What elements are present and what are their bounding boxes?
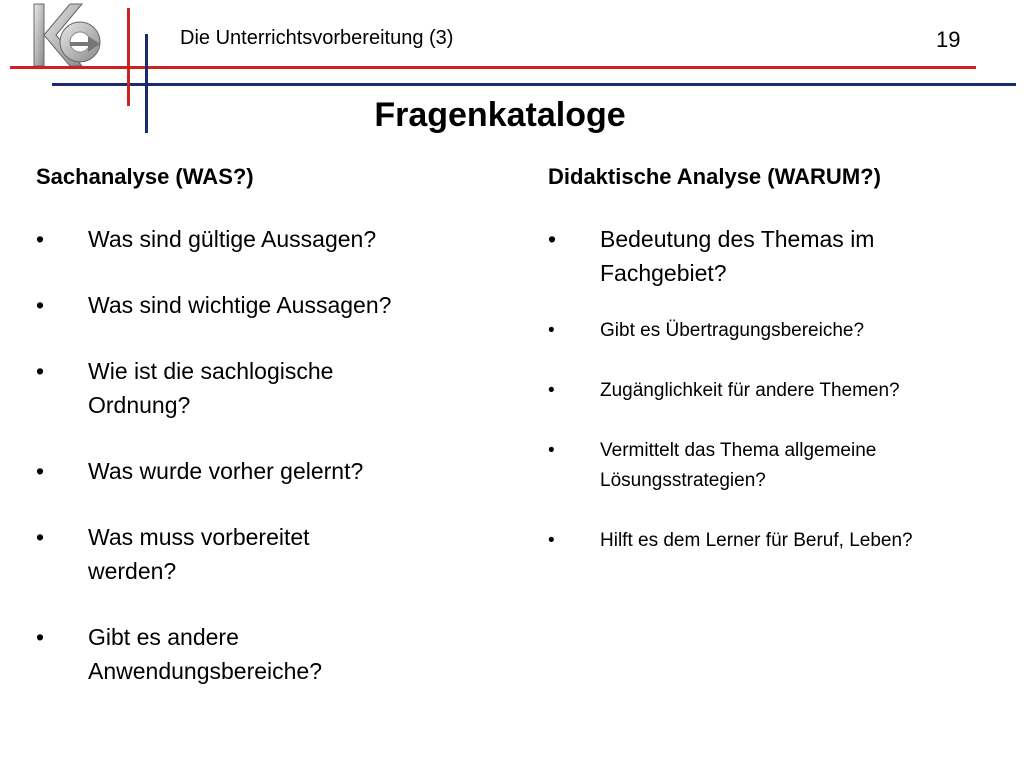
- list-item: [36, 288, 496, 322]
- list-item-text: Zugänglichkeit für andere Themen?: [600, 380, 900, 401]
- bullet-icon: •: [548, 530, 555, 551]
- header-blue-horizontal-line: [52, 83, 1016, 86]
- list-item-text: Bedeutung des Themas im Fachgebiet?: [600, 226, 875, 286]
- list-item: [548, 526, 970, 556]
- bullet-icon: •: [548, 226, 557, 252]
- left-bullet-list: [36, 222, 496, 688]
- ke-logo-icon: [30, 2, 106, 68]
- list-item-text: Gibt es andere Anwendungsbereiche?: [88, 624, 323, 684]
- right-bullet-list: [548, 222, 1008, 556]
- list-item-text: Was muss vorbereitet werden?: [88, 524, 310, 584]
- list-item: [36, 620, 408, 688]
- list-item-text: Was wurde vorher gelernt?: [88, 458, 364, 484]
- list-item: [36, 222, 496, 256]
- bullet-icon: •: [36, 458, 45, 484]
- list-item: [36, 520, 388, 588]
- right-column: [548, 164, 1008, 586]
- list-item-text: Wie ist die sachlogische Ordnung?: [88, 358, 334, 418]
- list-item: [548, 316, 1008, 346]
- list-item: [548, 222, 960, 290]
- left-column-heading: Sachanalyse (WAS?): [36, 164, 254, 189]
- right-column-heading: Didaktische Analyse (WARUM?): [548, 164, 881, 189]
- header-title: Die Unterrichtsvorbereitung (3): [180, 27, 454, 49]
- bullet-icon: •: [548, 380, 555, 401]
- page-number: 19: [936, 27, 961, 52]
- left-column: [36, 164, 496, 720]
- slide-title: Fragenkataloge: [374, 96, 626, 134]
- list-item: [548, 436, 1020, 496]
- bullet-icon: •: [36, 226, 45, 252]
- list-item-text: Was sind wichtige Aussagen?: [88, 292, 392, 318]
- list-item-text: Gibt es Übertragungsbereiche?: [600, 320, 865, 341]
- bullet-icon: •: [36, 624, 45, 650]
- list-item: [36, 354, 408, 422]
- header-red-horizontal-line: [10, 66, 976, 69]
- list-item-text: Was sind gültige Aussagen?: [88, 226, 377, 252]
- bullet-icon: •: [36, 524, 45, 550]
- bullet-icon: •: [36, 358, 45, 384]
- list-item: [548, 376, 920, 406]
- header-red-vertical-line: [127, 8, 130, 106]
- bullet-icon: •: [36, 292, 45, 318]
- list-item-text: Hilft es dem Lerner für Beruf, Leben?: [600, 530, 913, 551]
- bullet-icon: •: [548, 320, 555, 341]
- list-item-text: Vermittelt das Thema allgemeine Lösungsstrategien?: [600, 440, 877, 491]
- bullet-icon: •: [548, 440, 555, 461]
- list-item: [36, 454, 496, 488]
